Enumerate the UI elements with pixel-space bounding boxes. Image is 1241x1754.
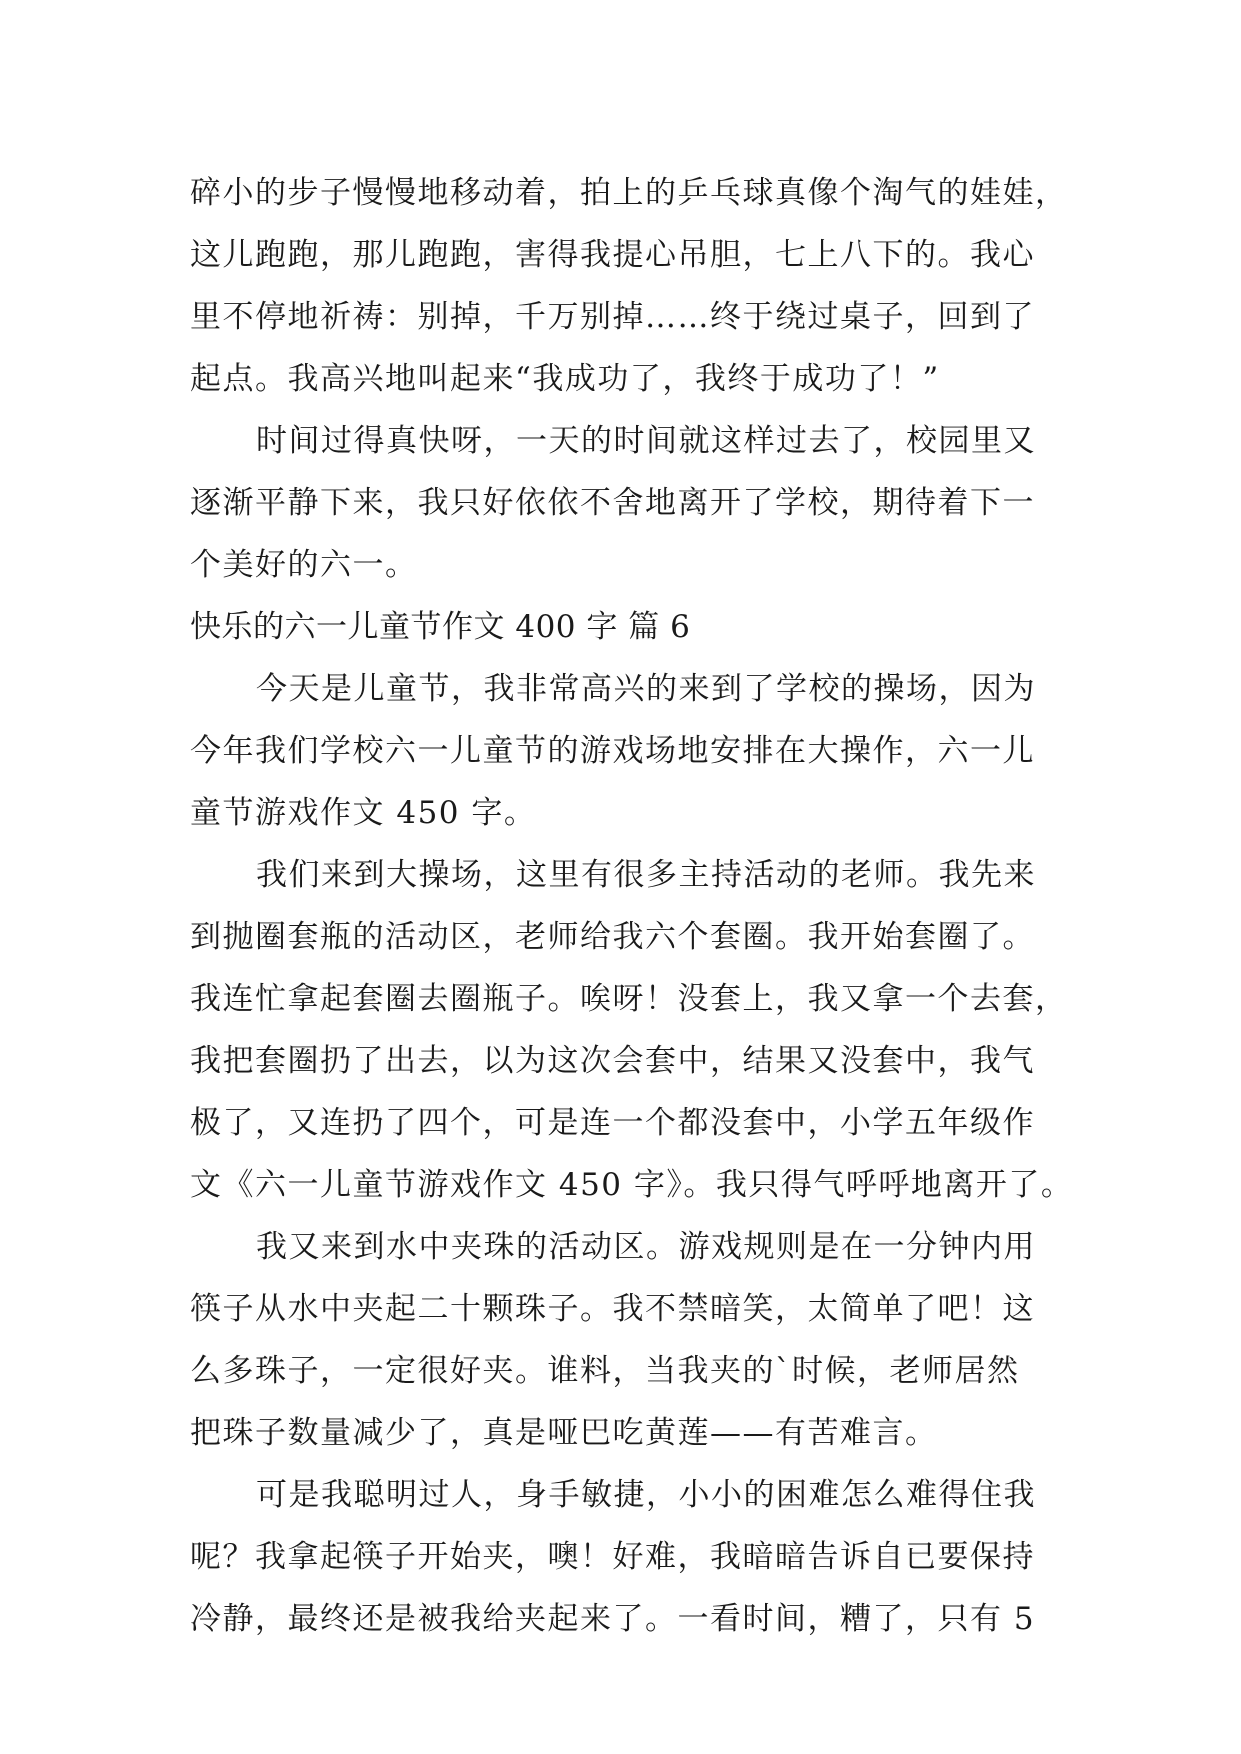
- text-line: 碎小的步子慢慢地移动着，拍上的乒乓球真像个淘气的娃娃，: [190, 175, 1068, 211]
- text-line: 这儿跑跑，那儿跑跑，害得我提心吊胆，七上八下的。我心: [190, 237, 1035, 273]
- paragraph-first-line: 我又来到水中夹珠的活动区。游戏规则是在一分钟内用: [256, 1229, 1036, 1265]
- text-line: 童节游戏作文 450 字。: [190, 795, 537, 831]
- text-line: 起点。我高兴地叫起来“我成功了，我终于成功了！”: [190, 361, 940, 397]
- paragraph-first-line: 我们来到大操场，这里有很多主持活动的老师。我先来: [256, 857, 1036, 893]
- text-line: 冷静，最终还是被我给夹起来了。一看时间，糟了，只有 5: [190, 1601, 1036, 1637]
- text-line: 把珠子数量减少了，真是哑巴吃黄莲——有苦难言。: [190, 1415, 938, 1451]
- text-line: 逐渐平静下来，我只好依依不舍地离开了学校，期待着下一: [190, 485, 1035, 521]
- paragraph-first-line: 可是我聪明过人，身手敏捷，小小的困难怎么难得住我: [256, 1477, 1036, 1513]
- paragraph-first-line: 今天是儿童节，我非常高兴的来到了学校的操场，因为: [256, 671, 1036, 707]
- text-line: 呢？我拿起筷子开始夹，噢！好难，我暗暗告诉自已要保持: [190, 1539, 1035, 1575]
- section-heading: 快乐的六一儿童节作文 400 字 篇 6: [190, 609, 691, 645]
- text-line: 今年我们学校六一儿童节的游戏场地安排在大操作，六一儿: [190, 733, 1035, 769]
- text-line: 我连忙拿起套圈去圈瓶子。唉呀！没套上，我又拿一个去套，: [190, 981, 1068, 1017]
- text-line: 么多珠子，一定很好夹。谁料，当我夹的`时候，老师居然: [190, 1353, 1020, 1389]
- text-line: 文《六一儿童节游戏作文 450 字》。我只得气呼呼地离开了。: [190, 1167, 1074, 1203]
- text-line: 我把套圈扔了出去，以为这次会套中，结果又没套中，我气: [190, 1043, 1035, 1079]
- paragraph-first-line: 时间过得真快呀，一天的时间就这样过去了，校园里又: [256, 423, 1036, 459]
- document-body: [190, 162, 1090, 1650]
- text-line: 到抛圈套瓶的活动区，老师给我六个套圈。我开始套圈了。: [190, 919, 1035, 955]
- text-line: 个美好的六一。: [190, 547, 418, 583]
- text-line: 极了，又连扔了四个，可是连一个都没套中，小学五年级作: [190, 1105, 1035, 1141]
- text-line: 里不停地祈祷：别掉，千万别掉……终于绕过桌子，回到了: [190, 299, 1035, 335]
- text-line: 筷子从水中夹起二十颗珠子。我不禁暗笑，太简单了吧！这: [190, 1291, 1035, 1327]
